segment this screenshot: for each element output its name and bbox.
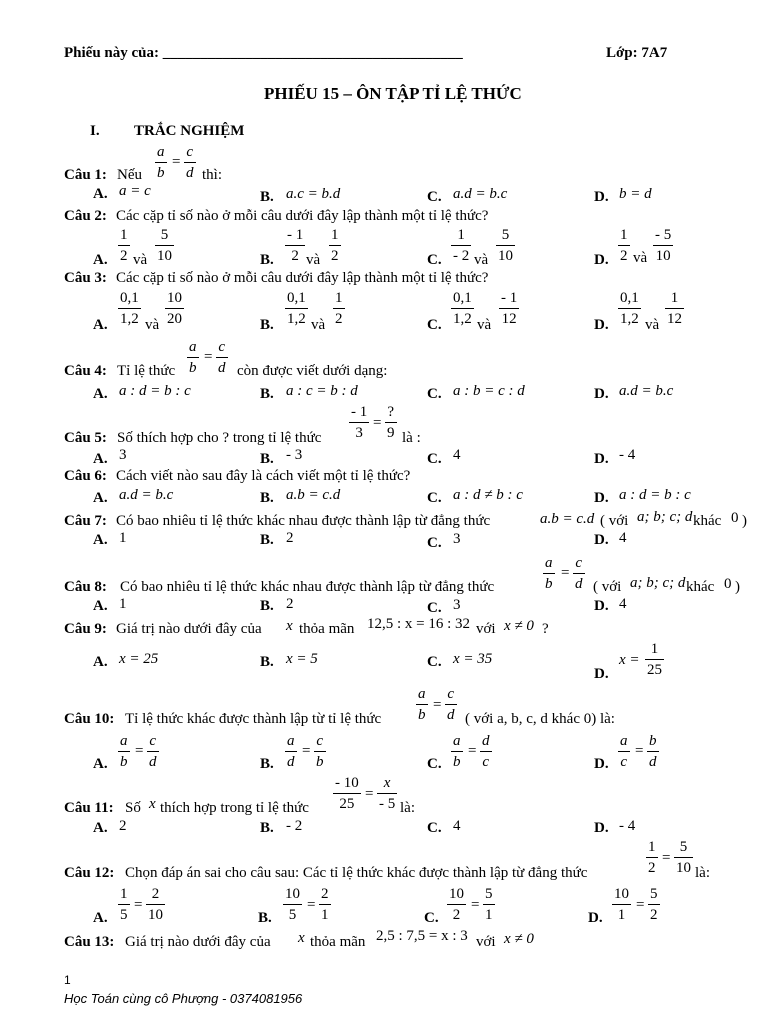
option-value: 1 (119, 596, 127, 612)
fraction: - 1 3 (351, 404, 368, 441)
option-value: 3 (453, 597, 461, 613)
question-text: thích hợp trong tỉ lệ thức (160, 800, 309, 816)
closing-paren: ) (742, 513, 747, 529)
variable-x: x (149, 796, 156, 812)
option-label: A. (93, 490, 108, 506)
question-text: khác (686, 579, 715, 595)
option-label: B. (260, 532, 274, 548)
option-value: a : d = b : c (619, 487, 691, 503)
fraction: 5 1 (485, 886, 493, 923)
equals-sign: = (134, 897, 143, 913)
fraction: c d (447, 686, 455, 723)
conjunction: và (306, 252, 321, 268)
fraction: a b (120, 733, 128, 770)
option-label: C. (427, 252, 442, 268)
fraction: 1 5 (120, 886, 128, 923)
question-text: Có bao nhiêu tỉ lệ thức khác nhau được thành lập từ đẳng thức (116, 513, 491, 529)
equals-sign: = (635, 743, 644, 759)
option-label: A. (93, 910, 108, 926)
option-value: 4 (619, 596, 627, 612)
fraction: 1 2 (648, 839, 656, 876)
equals-sign: = (662, 850, 671, 866)
option-value: 2 (119, 818, 127, 834)
question-label: Câu 7: (64, 513, 107, 529)
conjunction: và (474, 252, 489, 268)
option-label: D. (594, 451, 609, 467)
question-text: Chọn đáp án sai cho câu sau: Các tỉ lệ thức khác được thành lập từ đẳng thức (125, 865, 588, 881)
fraction: 0,1 1,2 (620, 290, 639, 327)
footer-text: Học Toán cùng cô Phượng - 0374081956 (64, 991, 303, 1006)
option-label: C. (427, 600, 442, 616)
option-label: D. (594, 666, 609, 682)
option-label: B. (260, 756, 274, 772)
owner-label: Phiếu này của: ________________________________________ (64, 45, 463, 61)
option-label: D. (594, 598, 609, 614)
option-label: B. (260, 189, 274, 205)
question-label: Câu 3: (64, 270, 107, 286)
fraction: a b (418, 686, 426, 723)
question-label: Câu 4: (64, 363, 107, 379)
fraction: 0,1 1,2 (453, 290, 472, 327)
conjunction: và (145, 317, 160, 333)
question-label: Câu 5: (64, 430, 107, 446)
option-value: a : d = b : c (119, 383, 191, 399)
option-value: 4 (453, 818, 461, 834)
fraction: a b (157, 144, 165, 181)
equals-sign: = (468, 743, 477, 759)
fraction: 10 2 (449, 886, 464, 923)
option-label: B. (258, 910, 272, 926)
option-label: A. (93, 451, 108, 467)
conjunction: và (633, 250, 648, 266)
question-label: Câu 12: (64, 865, 115, 881)
option-label: C. (424, 910, 439, 926)
fraction: d c (482, 733, 490, 770)
equals-sign: = (135, 743, 144, 759)
question-label: Câu 13: (64, 934, 115, 950)
closing-paren: ) (735, 579, 740, 595)
question-label: Câu 11: (64, 800, 114, 816)
question-text: Số thích hợp cho ? trong tỉ lệ thức (117, 430, 322, 446)
option-value: a.d = b.c (453, 186, 508, 202)
fraction: 1 2 (331, 227, 339, 264)
fraction: 5 2 (650, 886, 658, 923)
question-text: với (476, 934, 496, 950)
option-label: D. (594, 820, 609, 836)
option-label: B. (260, 490, 274, 506)
question-text: Nếu (117, 167, 142, 183)
option-label: D. (594, 189, 609, 205)
option-value: 3 (453, 531, 461, 547)
option-label: D. (594, 532, 609, 548)
option-label: A. (93, 756, 108, 772)
fraction: 0,1 1,2 (287, 290, 306, 327)
equals-sign: = (365, 786, 374, 802)
question-text: là: (400, 800, 415, 816)
condition: x ≠ 0 (504, 618, 534, 634)
fraction: - 10 25 (335, 775, 359, 812)
fraction: 5 10 (157, 227, 172, 264)
option-label: A. (93, 820, 108, 836)
question-text: Số (125, 800, 141, 816)
question-label: Câu 1: (64, 167, 107, 183)
fraction: c d (186, 144, 194, 181)
option-value: - 4 (619, 447, 636, 463)
option-value: - 3 (286, 447, 303, 463)
question-text: Tỉ lệ thức khác được thành lập từ tỉ lệ thức (125, 711, 382, 727)
option-label: D. (594, 386, 609, 402)
option-label: D. (594, 317, 609, 333)
question-mark: ? (542, 621, 549, 637)
option-label: B. (260, 317, 274, 333)
option-label: D. (588, 910, 603, 926)
option-value: a = c (119, 183, 151, 199)
option-label: D. (594, 490, 609, 506)
option-value: a : b = c : d (453, 383, 525, 399)
variables: a; b; c; d (630, 575, 686, 591)
option-label: C. (427, 654, 442, 670)
question-text: khác (693, 513, 722, 529)
equals-sign: = (302, 743, 311, 759)
fraction: x - 5 (379, 775, 396, 812)
fraction: 1 12 (667, 290, 682, 327)
option-label: C. (427, 386, 442, 402)
option-value: a.b = c.d (286, 487, 341, 503)
conjunction: và (311, 317, 326, 333)
option-label: B. (260, 386, 274, 402)
question-label: Câu 6: (64, 468, 107, 484)
fraction: b d (649, 733, 657, 770)
fraction: - 1 2 (287, 227, 304, 264)
option-label: B. (260, 252, 274, 268)
option-label: B. (260, 451, 274, 467)
option-label: D. (594, 252, 609, 268)
equation: 2,5 : 7,5 = x : 3 (376, 928, 468, 944)
zero-value: 0 (724, 576, 732, 592)
fraction: 5 10 (498, 227, 513, 264)
fraction: 1 25 (647, 641, 662, 678)
option-value: a.c = b.d (286, 186, 341, 202)
option-value: x = 35 (453, 651, 493, 667)
equals-sign: = (172, 154, 181, 170)
fraction: 10 1 (614, 886, 629, 923)
question-text: Cách viết nào sau đây là cách viết một tỉ lệ thức? (116, 468, 411, 484)
fraction: c d (218, 339, 226, 376)
equals-sign: = (204, 349, 213, 365)
fraction: 5 10 (676, 839, 691, 876)
option-label: C. (427, 490, 442, 506)
option-value: 3 (119, 447, 127, 463)
option-label: C. (427, 535, 442, 551)
question-text: Có bao nhiêu tỉ lệ thức khác nhau được thành lập từ đẳng thức (120, 579, 495, 595)
option-value: a.d = b.c (119, 487, 174, 503)
condition: x ≠ 0 (504, 931, 534, 947)
fraction: 1 2 (620, 227, 628, 264)
fraction: 10 5 (285, 886, 300, 923)
class-label: Lớp: 7A7 (606, 45, 668, 61)
option-label: A. (93, 317, 108, 333)
fraction: 1 2 (120, 227, 128, 264)
option-label: B. (260, 820, 274, 836)
page-title: PHIẾU 15 – ÔN TẬP TỈ LỆ THỨC (264, 84, 522, 103)
option-label: B. (260, 654, 274, 670)
question-text: ( với (600, 513, 629, 529)
option-value: a : d ≠ b : c (453, 487, 523, 503)
question-text: là: (695, 865, 710, 881)
conjunction: và (477, 317, 492, 333)
zero-value: 0 (731, 510, 739, 526)
question-text: Tỉ lệ thức (117, 363, 176, 379)
option-label: A. (93, 532, 108, 548)
equals-sign: = (307, 897, 316, 913)
section-roman: I. (90, 123, 100, 139)
fraction: - 5 10 (655, 227, 672, 264)
variable-x: x (298, 930, 305, 946)
section-title: TRẮC NGHIỆM (134, 123, 245, 139)
fraction: a b (189, 339, 197, 376)
fraction: 10 20 (167, 290, 182, 327)
option-label: C. (427, 756, 442, 772)
question-text: Các cặp tỉ số nào ở mỗi câu dưới đây lập thành một tỉ lệ thức? (116, 208, 489, 224)
equals-sign: = (471, 897, 480, 913)
option-label: C. (427, 317, 442, 333)
page-number: 1 (64, 973, 71, 987)
variable-x: x (286, 618, 293, 634)
fraction: c b (316, 733, 324, 770)
question-text: ( với a, b, c, d khác 0) là: (465, 711, 615, 727)
question-text: thì: (202, 167, 223, 183)
option-value: 2 (286, 530, 294, 546)
question-text: với (476, 621, 496, 637)
equals-sign: = (433, 697, 442, 713)
fraction: 2 1 (321, 886, 329, 923)
question-text: Giá trị nào dưới đây của (125, 934, 271, 950)
question-text: ( với (593, 579, 622, 595)
fraction: a b (545, 555, 553, 592)
fraction: 1 2 (335, 290, 343, 327)
equals-sign: = (561, 565, 570, 581)
option-label: C. (427, 451, 442, 467)
option-label: D. (594, 756, 609, 772)
question-text: là : (402, 430, 421, 446)
question-label: Câu 10: (64, 711, 115, 727)
option-value: 4 (453, 447, 461, 463)
fraction: ? 9 (387, 404, 395, 441)
option-value: x = 5 (286, 651, 318, 667)
fraction: a c (620, 733, 628, 770)
fraction: 1 - 2 (453, 227, 470, 264)
question-label: Câu 2: (64, 208, 107, 224)
option-label: A. (93, 252, 108, 268)
fraction: a d (287, 733, 295, 770)
equals-sign: = (636, 897, 645, 913)
option-label: A. (93, 598, 108, 614)
option-label: A. (93, 186, 108, 202)
option-value: b = d (619, 186, 652, 202)
equation: 12,5 : x = 16 : 32 (367, 616, 471, 632)
option-value: 2 (286, 596, 294, 612)
fraction: a b (453, 733, 461, 770)
option-label: A. (93, 654, 108, 670)
question-text: thỏa mãn (310, 934, 366, 950)
option-value: a : c = b : d (286, 383, 358, 399)
option-label: B. (260, 598, 274, 614)
question-label: Câu 8: (64, 579, 107, 595)
fraction: 2 10 (148, 886, 163, 923)
option-value: 4 (619, 530, 627, 546)
equation: a.b = c.d (540, 511, 595, 527)
question-text: Các cặp tỉ số nào ở mỗi câu dưới đây lập thành một tỉ lệ thức? (116, 270, 489, 286)
option-label: C. (427, 820, 442, 836)
option-value: a.d = b.c (619, 383, 674, 399)
conjunction: và (645, 317, 660, 333)
variables: a; b; c; d (637, 509, 693, 525)
question-label: Câu 9: (64, 621, 107, 637)
fraction: 0,1 1,2 (120, 290, 139, 327)
option-value: - 4 (619, 818, 636, 834)
option-label: C. (427, 189, 442, 205)
question-text: thỏa mãn (299, 621, 355, 637)
conjunction: và (133, 252, 148, 268)
option-value: x = 25 (119, 651, 159, 667)
fraction: - 1 12 (501, 290, 518, 327)
question-text: Giá trị nào dưới đây của (116, 621, 262, 637)
option-value: x = (619, 652, 640, 668)
fraction: c d (575, 555, 583, 592)
equals-sign: = (373, 415, 382, 431)
question-text: còn được viết dưới dạng: (237, 363, 388, 379)
option-value: 1 (119, 530, 127, 546)
fraction: c d (149, 733, 157, 770)
option-value: - 2 (286, 818, 303, 834)
option-label: A. (93, 386, 108, 402)
